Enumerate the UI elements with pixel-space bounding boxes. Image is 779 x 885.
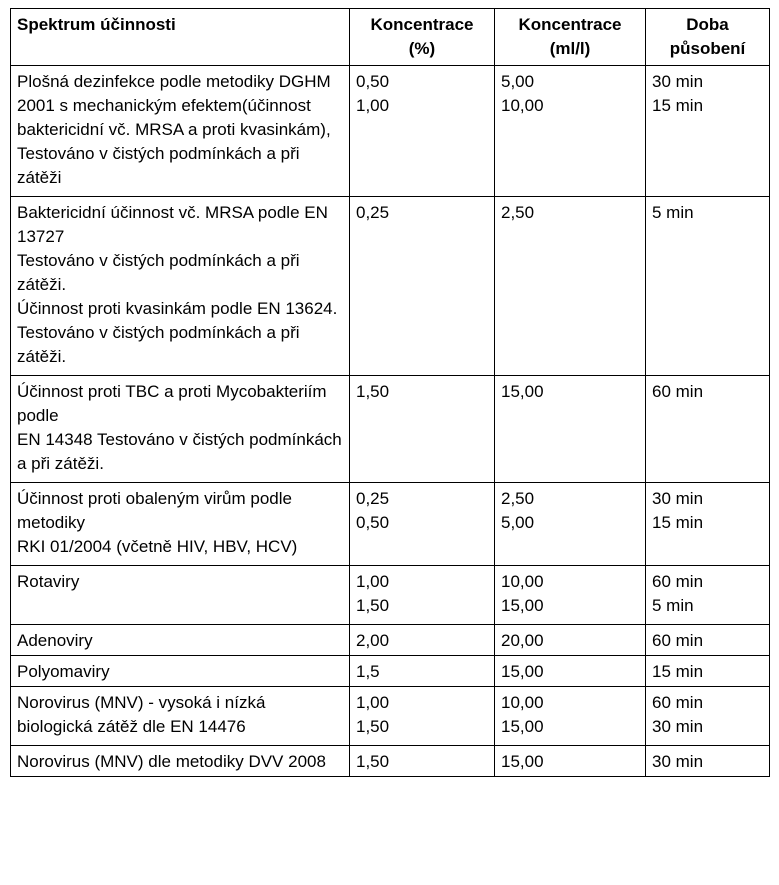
exposure-time-cell xyxy=(646,483,770,566)
pct-value: 1,5 xyxy=(356,662,380,681)
concentration-ml-cell xyxy=(495,483,646,566)
spectrum-cell xyxy=(11,483,350,566)
spectrum-cell xyxy=(11,66,350,197)
concentration-ml-cell xyxy=(495,376,646,483)
concentration-ml-cell xyxy=(495,66,646,197)
concentration-percent-cell xyxy=(350,566,495,625)
ml-value: 15,00 xyxy=(501,717,544,736)
pct-value: 1,50 xyxy=(356,382,390,401)
spectrum-cell xyxy=(11,687,350,746)
pct-value: 1,00 xyxy=(356,693,390,712)
time-value: 60 min xyxy=(652,382,704,401)
concentration-ml-cell xyxy=(495,656,646,687)
ml-value: 5,00 xyxy=(501,72,535,91)
header-row xyxy=(11,9,770,66)
time-value: 60 min xyxy=(652,693,704,712)
pct-value: 0,25 xyxy=(356,489,390,508)
spectrum-cell xyxy=(11,197,350,376)
concentration-ml-cell xyxy=(495,687,646,746)
spectrum-text: Adenoviry xyxy=(17,631,93,650)
header-spectrum-label: Spektrum účinnosti xyxy=(17,15,176,34)
header-conc-ml-line2: (ml/l) xyxy=(549,39,591,58)
spectrum-text: Testováno v čistých podmínkách a při zátěži. xyxy=(17,323,300,366)
concentration-percent-cell xyxy=(350,66,495,197)
concentration-ml-cell xyxy=(495,197,646,376)
ml-value: 20,00 xyxy=(501,631,544,650)
spectrum-cell xyxy=(11,746,350,777)
concentration-ml-cell xyxy=(495,625,646,656)
ml-value: 5,00 xyxy=(501,513,535,532)
spectrum-text: Norovirus (MNV) - vysoká i nízká biologická zátěž dle EN 14476 xyxy=(17,693,266,736)
pct-value: 0,25 xyxy=(356,203,390,222)
header-conc-pct-line1: Koncentrace xyxy=(370,15,474,34)
spectrum-text: EN 14348 Testováno v čistých podmínkách a při zátěži. xyxy=(17,430,342,473)
spectrum-text: Účinnost proti TBC a proti Mycobakteriím podle xyxy=(17,382,327,425)
concentration-ml-cell xyxy=(495,566,646,625)
time-value: 30 min xyxy=(652,72,704,91)
concentration-ml-cell xyxy=(495,746,646,777)
header-concentration-percent xyxy=(350,9,495,66)
pct-value: 2,00 xyxy=(356,631,390,650)
exposure-time-cell xyxy=(646,656,770,687)
ml-value: 10,00 xyxy=(501,96,544,115)
ml-value: 15,00 xyxy=(501,382,544,401)
pct-value: 1,50 xyxy=(356,752,390,771)
spectrum-text: Testováno v čistých podmínkách a při zátěži xyxy=(17,144,300,187)
table-row xyxy=(11,566,770,625)
header-spectrum xyxy=(11,9,350,66)
pct-value: 1,00 xyxy=(356,572,390,591)
header-concentration-ml xyxy=(495,9,646,66)
header-exposure-time xyxy=(646,9,770,66)
spectrum-text: Polyomaviry xyxy=(17,662,110,681)
ml-value: 2,50 xyxy=(501,489,535,508)
concentration-percent-cell xyxy=(350,376,495,483)
time-value: 5 min xyxy=(652,596,694,615)
ml-value: 15,00 xyxy=(501,662,544,681)
table-row xyxy=(11,656,770,687)
spectrum-text: Rotaviry xyxy=(17,572,80,591)
table-row xyxy=(11,376,770,483)
time-value: 30 min xyxy=(652,752,704,771)
table-row xyxy=(11,687,770,746)
concentration-percent-cell xyxy=(350,746,495,777)
table-row xyxy=(11,746,770,777)
exposure-time-cell xyxy=(646,566,770,625)
pct-value: 0,50 xyxy=(356,72,390,91)
time-value: 15 min xyxy=(652,513,704,532)
pct-value: 1,50 xyxy=(356,596,390,615)
spectrum-text: Účinnost proti kvasinkám podle EN 13624. xyxy=(17,299,338,318)
concentration-percent-cell xyxy=(350,656,495,687)
header-conc-pct-line2: (%) xyxy=(408,39,436,58)
time-value: 30 min xyxy=(652,717,704,736)
header-conc-ml-line1: Koncentrace xyxy=(518,15,622,34)
time-value: 60 min xyxy=(652,572,704,591)
concentration-percent-cell xyxy=(350,687,495,746)
ml-value: 10,00 xyxy=(501,693,544,712)
efficacy-table xyxy=(10,8,770,777)
time-value: 60 min xyxy=(652,631,704,650)
concentration-percent-cell xyxy=(350,483,495,566)
ml-value: 2,50 xyxy=(501,203,535,222)
spectrum-cell xyxy=(11,625,350,656)
pct-value: 0,50 xyxy=(356,513,390,532)
ml-value: 15,00 xyxy=(501,752,544,771)
spectrum-text: Plošná dezinfekce podle metodiky DGHM xyxy=(17,72,331,91)
spectrum-cell xyxy=(11,656,350,687)
spectrum-text: RKI 01/2004 (včetně HIV, HBV, HCV) xyxy=(17,537,298,556)
spectrum-cell xyxy=(11,566,350,625)
pct-value: 1,50 xyxy=(356,717,390,736)
exposure-time-cell xyxy=(646,376,770,483)
time-value: 30 min xyxy=(652,489,704,508)
exposure-time-cell xyxy=(646,746,770,777)
exposure-time-cell xyxy=(646,66,770,197)
exposure-time-cell xyxy=(646,197,770,376)
spectrum-text: Norovirus (MNV) dle metodiky DVV 2008 xyxy=(17,752,326,771)
time-value: 15 min xyxy=(652,662,704,681)
header-time-line1: Doba xyxy=(686,15,729,34)
time-value: 15 min xyxy=(652,96,704,115)
table-row xyxy=(11,625,770,656)
pct-value: 1,00 xyxy=(356,96,390,115)
table-row xyxy=(11,197,770,376)
exposure-time-cell xyxy=(646,687,770,746)
concentration-percent-cell xyxy=(350,197,495,376)
time-value: 5 min xyxy=(652,203,694,222)
ml-value: 10,00 xyxy=(501,572,544,591)
table-row xyxy=(11,66,770,197)
spectrum-text: Baktericidní účinnost vč. MRSA podle EN 13727 xyxy=(17,203,328,246)
table-row xyxy=(11,483,770,566)
header-time-line2: působení xyxy=(669,39,746,58)
ml-value: 15,00 xyxy=(501,596,544,615)
table-body xyxy=(11,66,770,777)
concentration-percent-cell xyxy=(350,625,495,656)
spectrum-text: 2001 s mechanickým efektem(účinnost baktericidní vč. MRSA a proti kvasinkám), xyxy=(17,96,331,139)
spectrum-cell xyxy=(11,376,350,483)
spectrum-text: Testováno v čistých podmínkách a při zátěži. xyxy=(17,251,300,294)
exposure-time-cell xyxy=(646,625,770,656)
spectrum-text: Účinnost proti obaleným virům podle metodiky xyxy=(17,489,292,532)
